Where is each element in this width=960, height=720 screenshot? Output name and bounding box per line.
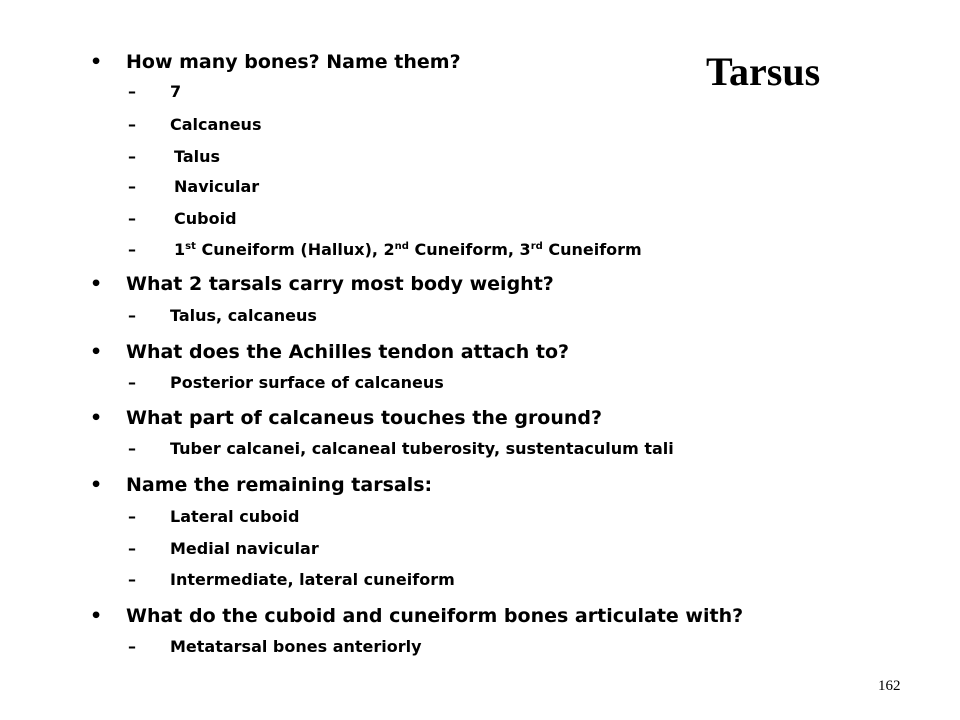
answer-text-part: Cuneiform, 3 xyxy=(408,240,531,259)
answer-text: Metatarsal bones anteriorly xyxy=(170,637,422,656)
answer-text: Posterior surface of calcaneus xyxy=(170,373,444,392)
dash-icon: – xyxy=(128,177,136,196)
dash-icon: – xyxy=(128,306,136,325)
answer-text-part: Cuneiform (Hallux), 2 xyxy=(195,240,395,259)
question-text: Name the remaining tarsals: xyxy=(126,474,433,496)
ordinal-suffix: st xyxy=(185,241,196,252)
dash-icon: – xyxy=(128,209,136,228)
dash-icon: – xyxy=(128,570,136,589)
answer-text: 7 xyxy=(170,82,182,101)
question-text: What 2 tarsals carry most body weight? xyxy=(126,273,554,295)
slide-title: Tarsus xyxy=(706,49,821,94)
answer-text-part: 1 xyxy=(174,240,186,259)
answer-text: Medial navicular xyxy=(170,539,319,558)
answer-text: Intermediate, lateral cuneiform xyxy=(170,570,455,589)
dash-icon: – xyxy=(128,115,136,134)
ordinal-suffix: nd xyxy=(394,241,409,252)
dash-icon: – xyxy=(128,539,136,558)
answer-text: Cuboid xyxy=(174,209,237,228)
question-text: How many bones? Name them? xyxy=(126,51,461,73)
dash-icon: – xyxy=(128,637,136,656)
dash-icon: – xyxy=(128,240,136,259)
question-text: What does the Achilles tendon attach to? xyxy=(126,341,570,363)
answer-text-part: Cuneiform xyxy=(542,240,642,259)
answer-text: Talus xyxy=(174,147,221,166)
bullet-icon: • xyxy=(90,605,103,627)
dash-icon: – xyxy=(128,82,136,101)
page-number: 162 xyxy=(878,678,901,694)
bullet-icon: • xyxy=(90,273,103,295)
dash-icon: – xyxy=(128,147,136,166)
dash-icon: – xyxy=(128,373,136,392)
bullet-icon: • xyxy=(90,51,103,73)
answer-text xyxy=(174,240,642,260)
question-text: What part of calcaneus touches the ground? xyxy=(126,407,603,429)
dash-icon: – xyxy=(128,507,136,526)
ordinal-suffix: rd xyxy=(530,241,543,252)
answer-text: Tuber calcanei, calcaneal tuberosity, sustentaculum tali xyxy=(170,439,674,458)
question-text: What do the cuboid and cuneiform bones articulate with? xyxy=(126,605,744,627)
answer-text: Talus, calcaneus xyxy=(170,306,317,325)
answer-text: Lateral cuboid xyxy=(170,507,300,526)
dash-icon: – xyxy=(128,439,136,458)
answer-text: Calcaneus xyxy=(170,115,262,134)
bullet-icon: • xyxy=(90,341,103,363)
answer-text: Navicular xyxy=(174,177,260,196)
bullet-icon: • xyxy=(90,407,103,429)
bullet-icon: • xyxy=(90,474,103,496)
